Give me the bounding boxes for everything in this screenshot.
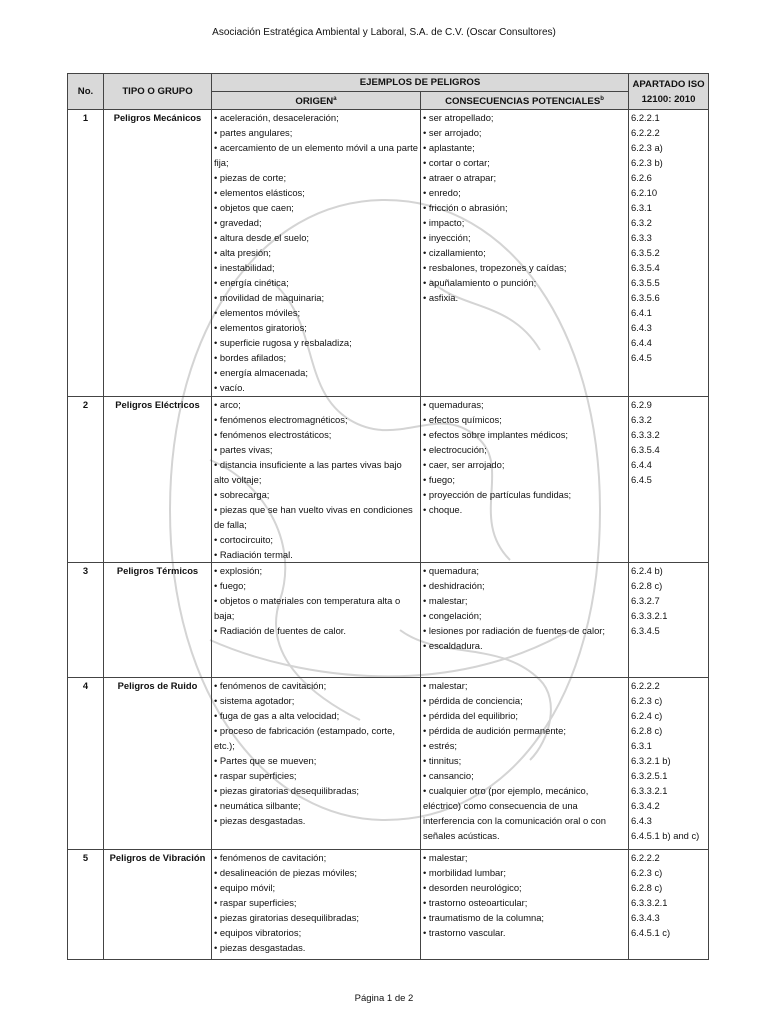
consequences-cell-item: • lesiones por radiación de fuentes de calor; — [423, 625, 606, 637]
row-number: 4 — [68, 678, 104, 850]
consequences-cell-item: • impacto; — [423, 217, 465, 229]
iso-cell-item: 6.3.2.7 — [631, 595, 660, 607]
origin-cell-item: • arco; — [214, 399, 241, 411]
iso-cell-item: 6.3.2 — [631, 414, 652, 426]
iso-cell-item: 6.2.3 c) — [631, 867, 663, 879]
iso-cell-item: 6.2.2.1 — [631, 112, 660, 124]
consequences-cell-item: • cortar o cortar; — [423, 157, 490, 169]
consequences-cell-item: • quemadura; — [423, 565, 479, 577]
consequences-cell-item: • resbalones, tropezones y caídas; — [423, 262, 567, 274]
header-consequences: CONSECUENCIAS POTENCIALES$^b$ — [421, 92, 629, 110]
iso-cell-item: 6.3.1 — [631, 202, 652, 214]
origin-cell — [212, 397, 421, 563]
consequences-cell-item: • fricción o abrasión; — [423, 202, 508, 214]
consequences-cell-item: • malestar; — [423, 595, 468, 607]
origin-cell-item: • elementos giratorios; — [214, 322, 307, 334]
consequences-cell-item: • asfixia. — [423, 292, 459, 304]
origin-cell-item: • desalineación de piezas móviles; — [214, 867, 357, 879]
origin-cell-item: • Radiación de fuentes de calor. — [214, 625, 347, 637]
header-origin: ORIGEN$^a$ — [212, 92, 421, 110]
origin-cell — [212, 678, 421, 850]
iso-cell-item: 6.3.5.6 — [631, 292, 660, 304]
consequences-cell-item: • cualquier otro (por ejemplo, mecánico, eléctrico) como consecuencia de una interferencia con la comunicación oral o con señales acústicas. — [423, 785, 606, 842]
origin-cell-item: • superficie rugosa y resbaladiza; — [214, 337, 352, 349]
iso-cell-item: 6.2.8 c) — [631, 882, 663, 894]
header-iso-line1: APARTADO ISO — [632, 78, 705, 90]
iso-cell-item: 6.2.9 — [631, 399, 652, 411]
iso-cell-item: 6.4.4 — [631, 337, 652, 349]
consequences-cell-item: • morbilidad lumbar; — [423, 867, 507, 879]
consequences-cell-item: • inyección; — [423, 232, 471, 244]
row-number: 1 — [68, 110, 104, 397]
page-footer: Página 1 de 2 — [354, 993, 414, 1004]
iso-cell-item: 6.3.5.2 — [631, 247, 660, 259]
iso-cell-item: 6.3.2.5.1 — [631, 770, 668, 782]
consequences-cell-item: • pérdida de conciencia; — [423, 695, 523, 707]
consequences-cell-item: • efectos sobre implantes médicos; — [423, 429, 569, 441]
iso-cell-item: 6.3.5.4 — [631, 262, 660, 274]
iso-cell-item: 6.2.4 b) — [631, 565, 663, 577]
iso-cell-item: 6.2.3 c) — [631, 695, 663, 707]
row-number: 3 — [68, 563, 104, 678]
consequences-cell-item: • caer, ser arrojado; — [423, 459, 505, 471]
origin-cell-item: • Partes que se mueven; — [214, 755, 317, 767]
origin-cell-item: • Radiación termal. — [214, 549, 293, 561]
origin-cell-item: • bordes afilados; — [214, 352, 287, 364]
origin-cell-item: • partes angulares; — [214, 127, 293, 139]
origin-cell-item: • raspar superficies; — [214, 770, 297, 782]
iso-cell-item: 6.2.2.2 — [631, 127, 660, 139]
row-number: 5 — [68, 850, 104, 960]
consequences-cell-item: • tinnitus; — [423, 755, 462, 767]
table-row — [68, 397, 709, 563]
origin-cell — [212, 110, 421, 397]
page-header: Asociación Estratégica Ambiental y Laboral, S.A. de C.V. (Oscar Consultores) — [212, 27, 556, 38]
origin-cell-item: • objetos o materiales con temperatura alta o baja; — [214, 595, 401, 622]
table-row — [68, 850, 709, 960]
origin-cell-item: • partes vivas; — [214, 444, 273, 456]
origin-cell-item: • sistema agotador; — [214, 695, 295, 707]
table-row — [68, 110, 709, 397]
iso-cell — [629, 563, 709, 678]
consequences-cell-item: • quemaduras; — [423, 399, 484, 411]
iso-cell-item: 6.3.4.5 — [631, 625, 660, 637]
origin-cell-item: • energía cinética; — [214, 277, 289, 289]
origin-cell-item: • piezas desgastadas. — [214, 815, 306, 827]
consequences-cell-item: • electrocución; — [423, 444, 487, 456]
origin-cell-item: • acercamiento de un elemento móvil a una parte fija; — [214, 142, 418, 169]
origin-cell-item: • raspar superficies; — [214, 897, 297, 909]
consequences-cell-item: • enredo; — [423, 187, 461, 199]
origin-cell-item: • fuga de gas a alta velocidad; — [214, 710, 340, 722]
origin-cell-item: • cortocircuito; — [214, 534, 274, 546]
origin-cell — [212, 850, 421, 960]
origin-cell-item: • equipos vibratorios; — [214, 927, 302, 939]
iso-cell-item: 6.4.4 — [631, 459, 652, 471]
origin-cell-item: • piezas desgastadas. — [214, 942, 306, 954]
origin-cell-item: • neumática silbante; — [214, 800, 301, 812]
consequences-cell-item: • malestar; — [423, 680, 468, 692]
iso-cell-item: 6.2.3 b) — [631, 157, 663, 169]
iso-cell-item: 6.3.3.2.1 — [631, 610, 668, 622]
consequences-cell-item: • traumatismo de la columna; — [423, 912, 545, 924]
origin-cell-item: • elementos móviles; — [214, 307, 301, 319]
consequences-cell-item: • trastorno osteoarticular; — [423, 897, 528, 909]
iso-cell-item: 6.3.4.3 — [631, 912, 660, 924]
header-iso — [629, 74, 709, 110]
header-examples: EJEMPLOS DE PELIGROS — [212, 74, 629, 92]
iso-cell-item: 6.2.10 — [631, 187, 658, 199]
consequences-cell-item: • cizallamiento; — [423, 247, 486, 259]
consequences-cell-item: • apuñalamiento o punción; — [423, 277, 537, 289]
iso-cell-item: 6.3.2 — [631, 217, 652, 229]
iso-cell-item: 6.2.6 — [631, 172, 652, 184]
origin-cell-item: • distancia insuficiente a las partes vivas bajo alto voltaje; — [214, 459, 402, 486]
consequences-cell-item: • congelación; — [423, 610, 482, 622]
origin-cell-item: • vacío. — [214, 382, 245, 394]
origin-cell-item: • elementos elásticos; — [214, 187, 305, 199]
iso-cell — [629, 397, 709, 563]
consequences-cell-item: • fuego; — [423, 474, 455, 486]
iso-cell-item: 6.2.2.2 — [631, 680, 660, 692]
consequences-cell-item: • malestar; — [423, 852, 468, 864]
row-group: Peligros de Ruido — [104, 678, 212, 850]
origin-cell-item: • piezas giratorias desequilibradas; — [214, 912, 360, 924]
iso-cell-item: 6.2.8 c) — [631, 725, 663, 737]
origin-cell-item: • proceso de fabricación (estampado, corte, etc.); — [214, 725, 395, 752]
consequences-cell — [421, 397, 629, 563]
iso-cell-item: 6.4.5.1 c) — [631, 927, 671, 939]
origin-cell-item: • objetos que caen; — [214, 202, 294, 214]
consequences-cell-item: • trastorno vascular. — [423, 927, 506, 939]
iso-cell — [629, 850, 709, 960]
row-group: Peligros Térmicos — [104, 563, 212, 678]
table-row — [68, 678, 709, 850]
iso-cell-item: 6.4.5 — [631, 474, 652, 486]
iso-cell-item: 6.4.3 — [631, 815, 652, 827]
origin-cell-item: • fenómenos de cavitación; — [214, 852, 327, 864]
iso-cell-item: 6.2.2.2 — [631, 852, 660, 864]
origin-cell-item: • fenómenos electrostáticos; — [214, 429, 332, 441]
origin-cell-item: • movilidad de maquinaria; — [214, 292, 325, 304]
header-iso-line2: 12100: 2010 — [641, 93, 696, 105]
origin-cell-item: • fuego; — [214, 580, 246, 592]
consequences-cell-item: • pérdida de audición permanente; — [423, 725, 566, 737]
origin-cell-item: • fenómenos electromagnéticos; — [214, 414, 348, 426]
row-number: 2 — [68, 397, 104, 563]
origin-cell-item: • altura desde el suelo; — [214, 232, 310, 244]
table-row — [68, 563, 709, 678]
consequences-cell-item: • proyección de partículas fundidas; — [423, 489, 572, 501]
consequences-cell-item: • deshidración; — [423, 580, 485, 592]
origin-cell-item: • sobrecarga; — [214, 489, 270, 501]
header-no: No. — [68, 74, 104, 110]
consequences-cell-item: • desorden neurológico; — [423, 882, 522, 894]
iso-cell-item: 6.3.3.2 — [631, 429, 660, 441]
origin-cell-item: • gravedad; — [214, 217, 262, 229]
iso-cell-item: 6.2.4 c) — [631, 710, 663, 722]
consequences-cell-item: • escaldadura. — [423, 640, 483, 652]
consequences-cell-item: • ser atropellado; — [423, 112, 494, 124]
origin-cell-item: • fenómenos de cavitación; — [214, 680, 327, 692]
row-group: Peligros Eléctricos — [104, 397, 212, 563]
hazards-table — [67, 73, 709, 960]
origin-cell — [212, 563, 421, 678]
iso-cell-item: 6.3.3.2.1 — [631, 897, 668, 909]
iso-cell — [629, 678, 709, 850]
iso-cell-item: 6.4.5.1 b) and c) — [631, 830, 700, 842]
iso-cell-item: 6.3.1 — [631, 740, 652, 752]
consequences-cell — [421, 678, 629, 850]
iso-cell-item: 6.3.2.1 b) — [631, 755, 671, 767]
iso-cell-item: 6.4.1 — [631, 307, 652, 319]
consequences-cell-item: • ser arrojado; — [423, 127, 482, 139]
iso-cell-item: 6.3.5.5 — [631, 277, 660, 289]
iso-cell-item: 6.4.5 — [631, 352, 652, 364]
origin-cell-item: • inestabilidad; — [214, 262, 275, 274]
header-group: TIPO O GRUPO — [104, 74, 212, 110]
consequences-cell-item: • pérdida del equilibrio; — [423, 710, 519, 722]
iso-cell-item: 6.3.3.2.1 — [631, 785, 668, 797]
origin-cell-item: • piezas de corte; — [214, 172, 287, 184]
iso-cell-item: 6.3.4.2 — [631, 800, 660, 812]
consequences-cell — [421, 563, 629, 678]
origin-cell-item: • explosión; — [214, 565, 263, 577]
origin-cell-item: • energía almacenada; — [214, 367, 308, 379]
consequences-cell-item: • cansancio; — [423, 770, 474, 782]
origin-cell-item: • alta presión; — [214, 247, 271, 259]
consequences-cell — [421, 110, 629, 397]
row-group: Peligros Mecánicos — [104, 110, 212, 397]
origin-cell-item: • piezas que se han vuelto vivas en condiciones de falla; — [214, 504, 413, 531]
iso-cell-item: 6.3.5.4 — [631, 444, 660, 456]
iso-cell-item: 6.3.3 — [631, 232, 652, 244]
iso-cell-item: 6.2.3 a) — [631, 142, 663, 154]
consequences-cell — [421, 850, 629, 960]
consequences-cell-item: • estrés; — [423, 740, 458, 752]
consequences-cell-item: • choque. — [423, 504, 463, 516]
row-group: Peligros de Vibración — [104, 850, 212, 960]
iso-cell-item: 6.2.8 c) — [631, 580, 663, 592]
consequences-cell-item: • aplastante; — [423, 142, 475, 154]
consequences-cell-item: • atraer o atrapar; — [423, 172, 497, 184]
origin-cell-item: • equipo móvil; — [214, 882, 276, 894]
consequences-cell-item: • efectos químicos; — [423, 414, 502, 426]
iso-cell — [629, 110, 709, 397]
origin-cell-item: • piezas giratorias desequilibradas; — [214, 785, 360, 797]
iso-cell-item: 6.4.3 — [631, 322, 652, 334]
origin-cell-item: • aceleración, desaceleración; — [214, 112, 339, 124]
